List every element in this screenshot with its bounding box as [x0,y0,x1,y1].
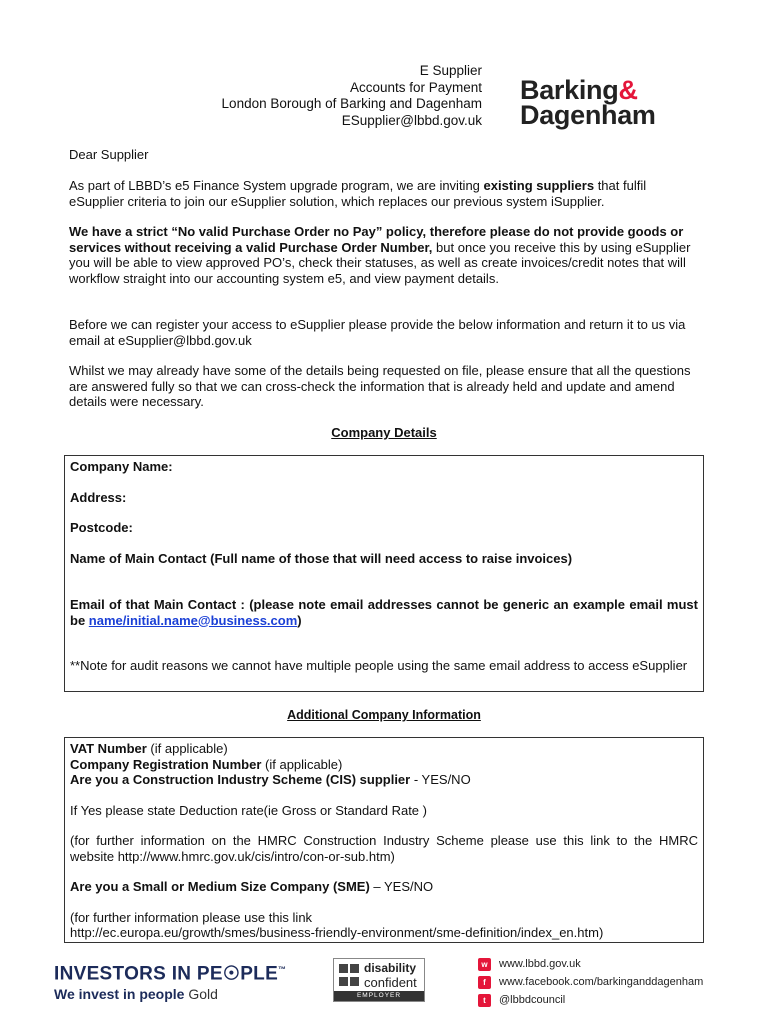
iip-title: INVESTORS IN PE☉PLE [54,963,279,985]
dc-employer: EMPLOYER [334,991,424,1001]
company-details-box [64,455,704,692]
additional-info-heading: Additional Company Information [287,708,481,722]
text: that fulfil eSupplier criteria to join our eSupplier solution, which replaces our previous system iSupplier. [69,178,647,209]
company-details-heading: Company Details [331,425,437,440]
text: As part of LBBD’s e5 Finance System upgrade program, we are inviting [69,178,484,193]
text: (if applicable) [261,756,343,772]
text: (if applicable) [146,741,228,756]
twitter-text: @lbbdcouncil [499,994,566,1006]
social-links [478,955,703,1009]
iip-tagline: We invest in people [54,986,185,1003]
address-label: Address: [70,489,127,505]
twitter-icon: t [478,994,491,1007]
text-bold: Are you a Construction Industry Scheme (CIS) supplier [70,772,411,787]
sme-row [70,879,698,895]
postcode-label: Postcode: [70,520,133,535]
hmrc-info: (for further information on the HMRC Construction Industry Scheme please use this link to the HMRC website http://www.hmrc.gov.uk/cis/intro/con-or-sub.htm) [70,833,698,864]
text: but once you receive this by using eSupplier you will be able to view approved PO’s, check their statuses, as well as create invoices/credit notes that will workflow straight into our accounting system e5, and view payment details. [69,239,691,286]
address-line: E Supplier [419,63,482,78]
dc-tick-icon [339,964,348,973]
company-name-label: Company Name: [70,459,173,474]
text-bold: Company Registration Number [70,756,262,772]
text-bold: existing suppliers [483,178,595,193]
logo-ampersand: & [618,75,638,105]
sme-info-line: (for further information please use this link [70,909,313,925]
paragraph-intro [69,178,701,209]
twitter-link[interactable] [478,991,703,1009]
vat-number-row [70,741,698,757]
additional-info-box [64,737,704,943]
text: - YES/NO [410,772,471,787]
website-text: www.lbbd.gov.uk [499,958,581,970]
web-icon: w [478,958,491,971]
text-bold: VAT Number [70,741,147,756]
facebook-link[interactable] [478,973,703,991]
facebook-icon: f [478,976,491,989]
logo-word-barking: Barking [520,75,619,105]
text: – YES/NO [369,879,434,894]
deduction-rate-row: If Yes please state Deduction rate(ie Gross or Standard Rate ) [70,802,427,818]
dc-tick-icon [339,977,348,986]
dc-word-disability: disability [364,961,417,975]
paragraph-whilst: Whilst we may already have some of the details being requested on file, please ensure that all the questions are answered fully so that we can cross-check the information that is already held and update and amend details were necessary. [69,363,691,409]
address-line: London Borough of Barking and Dagenham [221,96,482,111]
cis-row [70,772,698,788]
email-contact-label [70,597,698,628]
website-link[interactable] [478,955,703,973]
address-line: ESupplier@lbbd.gov.uk [341,112,482,128]
investors-in-people-logo [54,960,286,1004]
company-registration-row [70,757,698,773]
main-contact-label: Name of Main Contact (Full name of those that will need access to raise invoices) [70,550,573,566]
dc-tick-icon [350,964,359,973]
text-bold: Email of that Main Contact : (please note email addresses cannot be generic an example email must be [70,597,698,628]
barking-dagenham-logo [520,75,656,130]
sme-info-url: http://ec.europa.eu/growth/smes/business-friendly-environment/sme-definition/index_en.htm) [70,925,604,940]
text-bold: We have a strict “No valid Purchase Order no Pay” policy, therefore please do not provide goods or services without receiving a valid Purchase Order Number, [69,224,684,255]
logo-word-dagenham: Dagenham [520,100,656,130]
disability-confident-logo [333,958,425,1002]
audit-note: **Note for audit reasons we cannot have multiple people using the same email address to access eSupplier [70,658,688,673]
paragraph-policy [69,224,701,286]
dc-tick-icon [350,977,359,986]
facebook-text: www.facebook.com/barkinganddagenham [499,976,704,988]
iip-level: Gold [188,986,218,1003]
dc-word-confident: confident [364,975,417,990]
iip-trademark: ™ [278,965,287,974]
salutation: Dear Supplier [69,147,149,162]
paragraph-register: Before we can register your access to eSupplier please provide the below information and return it to us via email at eSupplier@lbbd.gov.uk [69,317,686,348]
example-email-link[interactable]: name/initial.name@business.com [88,612,298,628]
sender-address [150,63,482,129]
text-bold: Are you a Small or Medium Size Company (SME) [70,879,370,894]
address-line: Accounts for Payment [349,79,482,95]
text-bold: ) [297,612,302,628]
